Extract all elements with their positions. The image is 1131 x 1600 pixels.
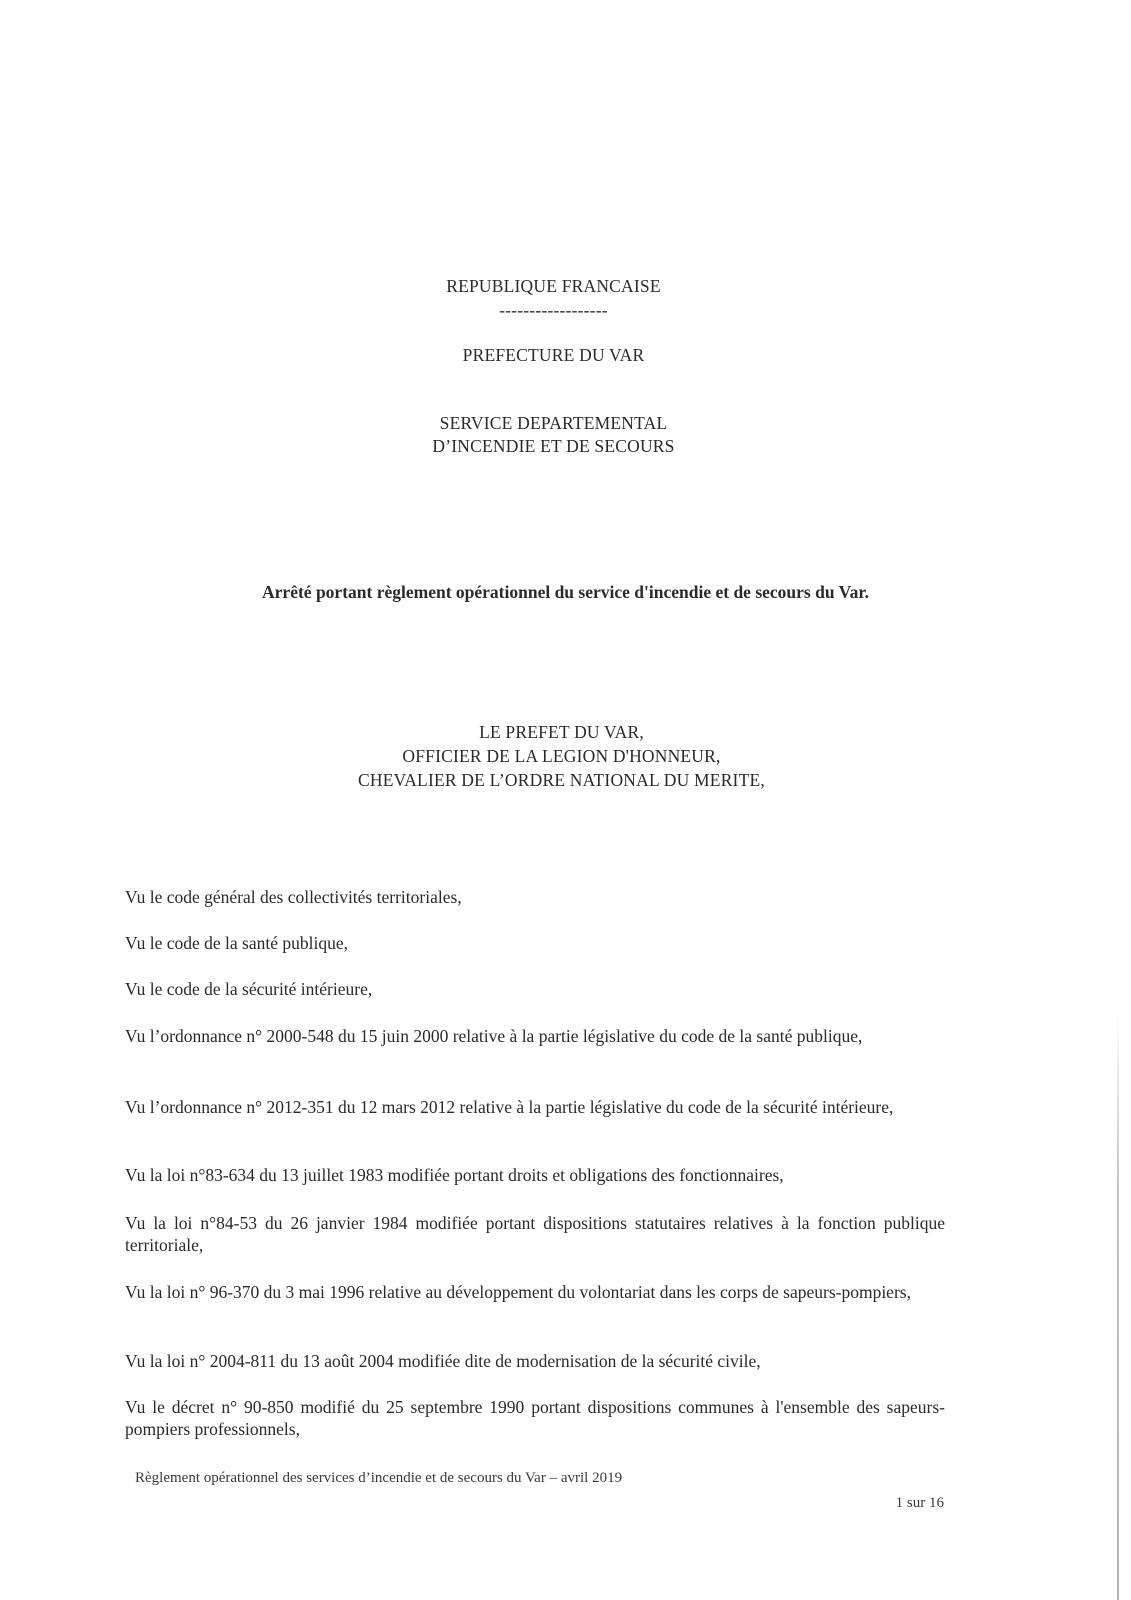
header-separator: ------------------: [499, 300, 608, 320]
republique-heading: REPUBLIQUE FRANCAISE: [446, 276, 661, 296]
scan-edge-line: [1117, 1010, 1119, 1600]
prefet-line1: LE PREFET DU VAR,: [479, 722, 644, 742]
visa-item: Vu la loi n° 96-370 du 3 mai 1996 relative au développement du volontariat dans les corps de sapeurs-pompiers,: [125, 1282, 911, 1302]
visa-item: Vu l’ordonnance n° 2012-351 du 12 mars 2012 relative à la partie législative du code de la sécurité intérieure,: [125, 1097, 894, 1117]
prefet-line3: CHEVALIER DE L’ORDRE NATIONAL DU MERITE,: [358, 770, 765, 790]
visa-item: Vu le code général des collectivités territoriales,: [125, 887, 462, 907]
prefecture-heading: PREFECTURE DU VAR: [462, 345, 645, 365]
document-title: Arrêté portant règlement opérationnel du service d'incendie et de secours du Var.: [262, 582, 869, 602]
prefet-line2: OFFICIER DE LA LEGION D'HONNEUR,: [402, 746, 721, 766]
visa-item: Vu le code de la sécurité intérieure,: [125, 979, 373, 999]
page-footer: Règlement opérationnel des services d’incendie et de secours du Var – avril 2019: [135, 1470, 623, 1486]
service-heading-line2: D’INCENDIE ET DE SECOURS: [432, 436, 675, 456]
visa-item: Vu l’ordonnance n° 2000-548 du 15 juin 2000 relative à la partie législative du code de la santé publique,: [125, 1026, 863, 1046]
service-heading-line1: SERVICE DEPARTEMENTAL: [439, 413, 668, 433]
visa-item: Vu le code de la santé publique,: [125, 933, 348, 953]
visa-item: Vu la loi n° 2004-811 du 13 août 2004 modifiée dite de modernisation de la sécurité civile,: [125, 1351, 761, 1371]
visa-item: Vu la loi n°84-53 du 26 janvier 1984 modifiée portant dispositions statutaires relatives à la fonction publique territoriale,: [125, 1213, 945, 1255]
visa-item: Vu la loi n°83-634 du 13 juillet 1983 modifiée portant droits et obligations des fonctionnaires,: [125, 1165, 784, 1185]
page-number: 1 sur 16: [895, 1495, 944, 1511]
visa-item: Vu le décret n° 90-850 modifié du 25 septembre 1990 portant dispositions communes à l'ensemble des sapeurs-pompiers professionnels,: [125, 1397, 945, 1439]
